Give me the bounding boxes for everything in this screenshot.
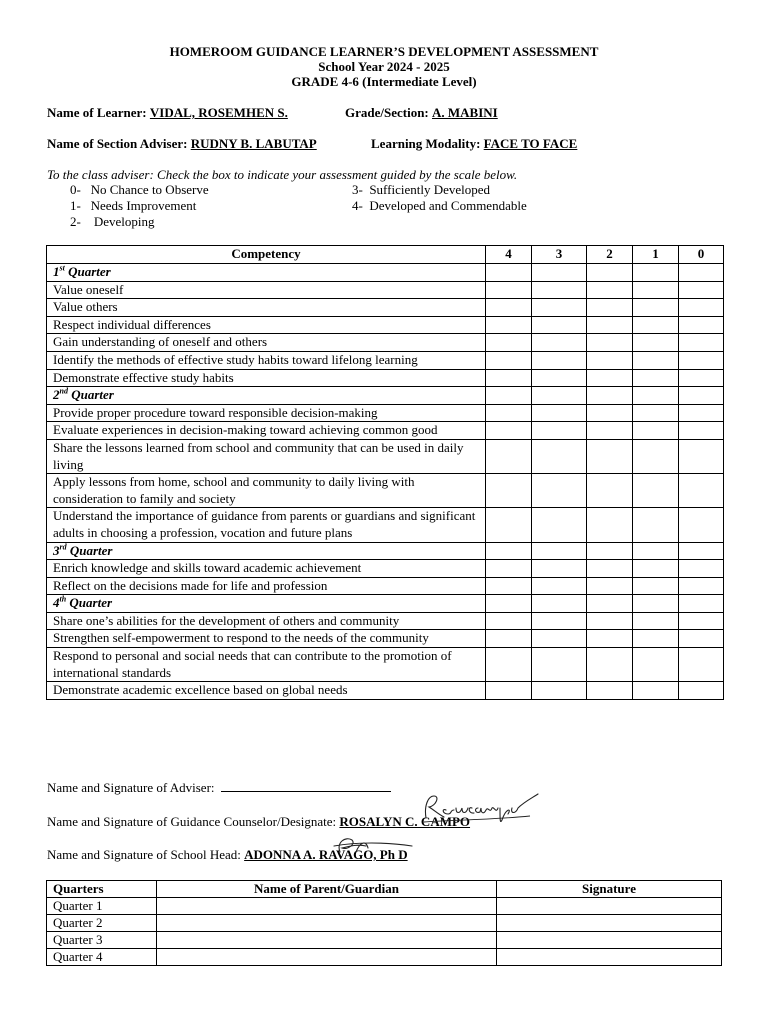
competency-row (47, 577, 724, 595)
competency-row (47, 369, 724, 387)
rating-2-checkbox-cell[interactable] (587, 404, 633, 422)
rating-4-checkbox-cell[interactable] (486, 281, 532, 299)
rating-4-checkbox-cell[interactable] (486, 299, 532, 317)
rating-1-checkbox-cell[interactable] (633, 369, 679, 387)
competency-text: Share the lessons learned from school and community that can be used in daily living (47, 439, 486, 473)
rating-1-checkbox-cell[interactable] (633, 439, 679, 473)
grade-section-label: Grade/Section: (345, 105, 429, 120)
rating-4-checkbox-cell[interactable] (486, 316, 532, 334)
rating-4-checkbox-cell[interactable] (486, 334, 532, 352)
competency-text: Gain understanding of oneself and others (47, 334, 486, 352)
rating-2-checkbox-cell[interactable] (587, 281, 633, 299)
adviser-value: RUDNY B. LABUTAP (190, 136, 317, 151)
rating-0-checkbox-cell[interactable] (679, 404, 724, 422)
competency-text: Value oneself (47, 281, 486, 299)
scale-item: 1- Needs Improvement (70, 198, 197, 213)
quarter-number: 1 (53, 264, 60, 279)
quarter-word: Quarter (67, 387, 114, 403)
rating-2-checkbox-cell[interactable] (587, 648, 633, 682)
rating-1-checkbox-cell[interactable] (633, 508, 679, 542)
counselor-handwritten-signature (420, 790, 545, 826)
rating-4-checkbox-cell[interactable] (486, 560, 532, 578)
parent-signature-field[interactable] (497, 898, 722, 915)
adviser-line (47, 136, 317, 152)
signature-header: Signature (497, 881, 722, 898)
competency-text: Understand the importance of guidance from parents or guardians and significant adults in choosing a profession, vocation and future plans (47, 508, 486, 542)
rating-4-checkbox-cell[interactable] (486, 577, 532, 595)
rating-2-checkbox-cell[interactable] (587, 369, 633, 387)
rating-3-checkbox-cell[interactable] (532, 422, 587, 440)
rating-3-checkbox-cell[interactable] (532, 630, 587, 648)
rating-3-checkbox-cell[interactable] (532, 281, 587, 299)
quarter-label: Quarter 1 (47, 898, 157, 915)
quarter-4-heading (47, 595, 486, 613)
school-head-handwritten-signature (326, 832, 416, 860)
rating-cell (679, 595, 724, 613)
rating-cell (486, 387, 532, 405)
rating-2-checkbox-cell[interactable] (587, 422, 633, 440)
grade-section-line (345, 105, 498, 121)
competency-row (47, 474, 724, 508)
modality-line (371, 136, 577, 152)
parent-name-field[interactable] (157, 932, 497, 949)
rating-1-checkbox-cell[interactable] (633, 316, 679, 334)
quarter-number: 2 (53, 387, 60, 403)
adviser-label: Name of Section Adviser: (47, 136, 188, 151)
rating-3-checkbox-cell[interactable] (532, 369, 587, 387)
rating-3-checkbox-cell[interactable] (532, 648, 587, 682)
learner-line (47, 105, 288, 121)
form-header (0, 44, 768, 89)
scale-item: 4- Developed and Commendable (352, 198, 527, 213)
head-name: ADONNA A. RAVAGO, Ph D (244, 847, 408, 862)
quarter-1-heading (47, 264, 486, 282)
rating-3-checkbox-cell[interactable] (532, 351, 587, 369)
rating-3-checkbox-cell[interactable] (532, 577, 587, 595)
rating-4-checkbox-cell[interactable] (486, 422, 532, 440)
rating-3-checkbox-cell[interactable] (532, 508, 587, 542)
competency-table (46, 245, 724, 700)
competency-text: Apply lessons from home, school and community to daily living with consideration to family and society (47, 474, 486, 508)
quarter-word: Quarter (66, 542, 113, 558)
rating-3-header: 3 (532, 246, 587, 264)
quarter-label: Quarter 2 (47, 915, 157, 932)
rating-4-checkbox-cell[interactable] (486, 439, 532, 473)
rating-0-checkbox-cell[interactable] (679, 439, 724, 473)
rating-cell (532, 387, 587, 405)
learner-name-value: VIDAL, ROSEMHEN S. (149, 105, 288, 120)
competency-row (47, 334, 724, 352)
quarter-3-heading (47, 542, 486, 560)
rating-cell (587, 264, 633, 282)
rating-3-checkbox-cell[interactable] (532, 404, 587, 422)
rating-1-checkbox-cell[interactable] (633, 630, 679, 648)
rating-1-checkbox-cell[interactable] (633, 474, 679, 508)
parent-signature-field[interactable] (497, 949, 722, 966)
rating-4-checkbox-cell[interactable] (486, 630, 532, 648)
competency-row (47, 422, 724, 440)
rating-4-checkbox-cell[interactable] (486, 682, 532, 700)
rating-4-checkbox-cell[interactable] (486, 351, 532, 369)
rating-3-checkbox-cell[interactable] (532, 316, 587, 334)
modality-label: Learning Modality: (371, 136, 481, 151)
learner-name-label: Name of Learner: (47, 105, 147, 120)
rating-0-checkbox-cell[interactable] (679, 682, 724, 700)
rating-2-checkbox-cell[interactable] (587, 351, 633, 369)
rating-4-header: 4 (486, 246, 532, 264)
rating-3-checkbox-cell[interactable] (532, 560, 587, 578)
rating-4-checkbox-cell[interactable] (486, 508, 532, 542)
competency-text: Strengthen self-empowerment to respond to the needs of the community (47, 630, 486, 648)
rating-1-checkbox-cell[interactable] (633, 612, 679, 630)
quarter-label: Quarter 4 (47, 949, 157, 966)
competency-text: Value others (47, 299, 486, 317)
rating-0-checkbox-cell[interactable] (679, 560, 724, 578)
competency-text: Demonstrate effective study habits (47, 369, 486, 387)
rating-3-checkbox-cell[interactable] (532, 612, 587, 630)
rating-3-checkbox-cell[interactable] (532, 299, 587, 317)
rating-2-checkbox-cell[interactable] (587, 682, 633, 700)
rating-0-checkbox-cell[interactable] (679, 612, 724, 630)
school-year: School Year 2024 - 2025 (318, 59, 450, 74)
rating-1-checkbox-cell[interactable] (633, 404, 679, 422)
rating-2-checkbox-cell[interactable] (587, 508, 633, 542)
parent-name-field[interactable] (157, 898, 497, 915)
competency-header: Competency (47, 246, 486, 264)
rating-2-checkbox-cell[interactable] (587, 630, 633, 648)
rating-1-checkbox-cell[interactable] (633, 422, 679, 440)
quarter-1-heading-row (47, 264, 724, 282)
rating-0-checkbox-cell[interactable] (679, 369, 724, 387)
parent-signature-field[interactable] (497, 915, 722, 932)
competency-row (47, 560, 724, 578)
competency-row (47, 648, 724, 682)
adviser-signature-label: Name and Signature of Adviser: (47, 780, 215, 795)
quarter-number: 3 (53, 542, 60, 558)
adviser-signature-line (47, 780, 391, 796)
parent-guardian-table (46, 880, 722, 966)
rating-0-checkbox-cell[interactable] (679, 422, 724, 440)
grade-level: GRADE 4-6 (Intermediate Level) (291, 74, 477, 89)
adviser-signature-blank[interactable] (221, 781, 391, 792)
quarter-ordinal-suffix: nd (59, 386, 68, 396)
competency-row (47, 351, 724, 369)
competency-text: Share one’s abilities for the development of others and community (47, 612, 486, 630)
rating-1-checkbox-cell[interactable] (633, 281, 679, 299)
competency-row (47, 404, 724, 422)
form-title: HOMEROOM GUIDANCE LEARNER’S DEVELOPMENT ASSESSMENT (169, 44, 599, 59)
quarter-word: Quarter (66, 595, 113, 611)
competency-text: Respect individual differences (47, 316, 486, 334)
competency-row (47, 630, 724, 648)
rating-cell (532, 264, 587, 282)
rating-1-checkbox-cell[interactable] (633, 648, 679, 682)
rating-1-checkbox-cell[interactable] (633, 560, 679, 578)
quarter-3-heading-row (47, 542, 724, 560)
competency-text: Reflect on the decisions made for life and profession (47, 577, 486, 595)
rating-2-checkbox-cell[interactable] (587, 560, 633, 578)
rating-cell (486, 542, 532, 560)
rating-4-checkbox-cell[interactable] (486, 612, 532, 630)
rating-cell (679, 542, 724, 560)
quarter-word: Quarter (64, 264, 111, 279)
rating-cell (633, 264, 679, 282)
rating-cell (486, 595, 532, 613)
quarter-2-heading (47, 387, 486, 405)
rating-0-checkbox-cell[interactable] (679, 648, 724, 682)
rating-cell (587, 595, 633, 613)
rating-1-checkbox-cell[interactable] (633, 299, 679, 317)
rating-0-checkbox-cell[interactable] (679, 299, 724, 317)
grade-section-value: A. MABINI (432, 105, 498, 120)
parent-table-row (47, 932, 722, 949)
rating-cell (633, 595, 679, 613)
rating-cell (679, 387, 724, 405)
quarter-2-heading-row (47, 387, 724, 405)
rating-2-checkbox-cell[interactable] (587, 316, 633, 334)
rating-3-checkbox-cell[interactable] (532, 682, 587, 700)
quarters-header: Quarters (47, 881, 157, 898)
rating-1-header: 1 (633, 246, 679, 264)
rating-cell (587, 542, 633, 560)
parent-name-field[interactable] (157, 949, 497, 966)
rating-cell (633, 542, 679, 560)
competency-text: Provide proper procedure toward responsible decision-making (47, 404, 486, 422)
rating-4-checkbox-cell[interactable] (486, 648, 532, 682)
rating-0-checkbox-cell[interactable] (679, 577, 724, 595)
competency-text: Enrich knowledge and skills toward academic achievement (47, 560, 486, 578)
parent-name-field[interactable] (157, 915, 497, 932)
parent-table-row (47, 915, 722, 932)
rating-0-checkbox-cell[interactable] (679, 281, 724, 299)
quarter-4-heading-row (47, 595, 724, 613)
rating-cell (633, 387, 679, 405)
competency-text: Identify the methods of effective study habits toward lifelong learning (47, 351, 486, 369)
quarter-ordinal-suffix: th (59, 594, 67, 604)
instruction-text: To the class adviser: Check the box to indicate your assessment guided by the scale below. (47, 167, 518, 182)
rating-3-checkbox-cell[interactable] (532, 439, 587, 473)
scale-item: 0- No Chance to Observe (70, 182, 209, 197)
parent-header-row (47, 881, 722, 898)
scale-item: 2- Developing (70, 214, 155, 229)
scale-right (352, 182, 527, 214)
rating-1-checkbox-cell[interactable] (633, 334, 679, 352)
quarter-number: 4 (53, 595, 60, 611)
scale-item: 3- Sufficiently Developed (352, 182, 491, 197)
rating-0-checkbox-cell[interactable] (679, 508, 724, 542)
competency-header-row (47, 246, 724, 264)
quarter-label: Quarter 3 (47, 932, 157, 949)
competency-row (47, 508, 724, 542)
rating-0-checkbox-cell[interactable] (679, 630, 724, 648)
rating-0-checkbox-cell[interactable] (679, 316, 724, 334)
quarter-ordinal-suffix: rd (59, 542, 67, 552)
rating-0-header: 0 (679, 246, 724, 264)
competency-row (47, 439, 724, 473)
rating-0-checkbox-cell[interactable] (679, 334, 724, 352)
competency-row (47, 682, 724, 700)
competency-row (47, 299, 724, 317)
counselor-name: ROSALYN C. CAMPO (339, 814, 471, 829)
parent-table-row (47, 898, 722, 915)
parent-name-header: Name of Parent/Guardian (157, 881, 497, 898)
rating-0-checkbox-cell[interactable] (679, 474, 724, 508)
counselor-signature-label: Name and Signature of Guidance Counselor/Designate: (47, 814, 337, 829)
rating-2-checkbox-cell[interactable] (587, 612, 633, 630)
rating-0-checkbox-cell[interactable] (679, 351, 724, 369)
modality-value: FACE TO FACE (483, 136, 578, 151)
rating-4-checkbox-cell[interactable] (486, 474, 532, 508)
parent-table-row (47, 949, 722, 966)
rating-2-checkbox-cell[interactable] (587, 474, 633, 508)
rating-cell (587, 387, 633, 405)
scale-left (70, 182, 209, 230)
rating-2-checkbox-cell[interactable] (587, 577, 633, 595)
rating-3-checkbox-cell[interactable] (532, 474, 587, 508)
rating-cell (532, 542, 587, 560)
competency-row (47, 316, 724, 334)
rating-3-checkbox-cell[interactable] (532, 334, 587, 352)
competency-row (47, 281, 724, 299)
rating-cell (679, 264, 724, 282)
counselor-signature-line (47, 814, 470, 830)
rating-2-checkbox-cell[interactable] (587, 299, 633, 317)
competency-text: Evaluate experiences in decision-making toward achieving common good (47, 422, 486, 440)
rating-2-header: 2 (587, 246, 633, 264)
rating-cell (486, 264, 532, 282)
competency-text: Respond to personal and social needs that can contribute to the promotion of international standards (47, 648, 486, 682)
competency-text: Demonstrate academic excellence based on global needs (47, 682, 486, 700)
competency-row (47, 612, 724, 630)
rating-4-checkbox-cell[interactable] (486, 404, 532, 422)
rating-cell (532, 595, 587, 613)
rating-1-checkbox-cell[interactable] (633, 577, 679, 595)
head-signature-label: Name and Signature of School Head: (47, 847, 241, 862)
quarter-ordinal-suffix: st (59, 263, 65, 273)
rating-2-checkbox-cell[interactable] (587, 439, 633, 473)
parent-signature-field[interactable] (497, 932, 722, 949)
rating-1-checkbox-cell[interactable] (633, 351, 679, 369)
rating-1-checkbox-cell[interactable] (633, 682, 679, 700)
rating-4-checkbox-cell[interactable] (486, 369, 532, 387)
rating-2-checkbox-cell[interactable] (587, 334, 633, 352)
